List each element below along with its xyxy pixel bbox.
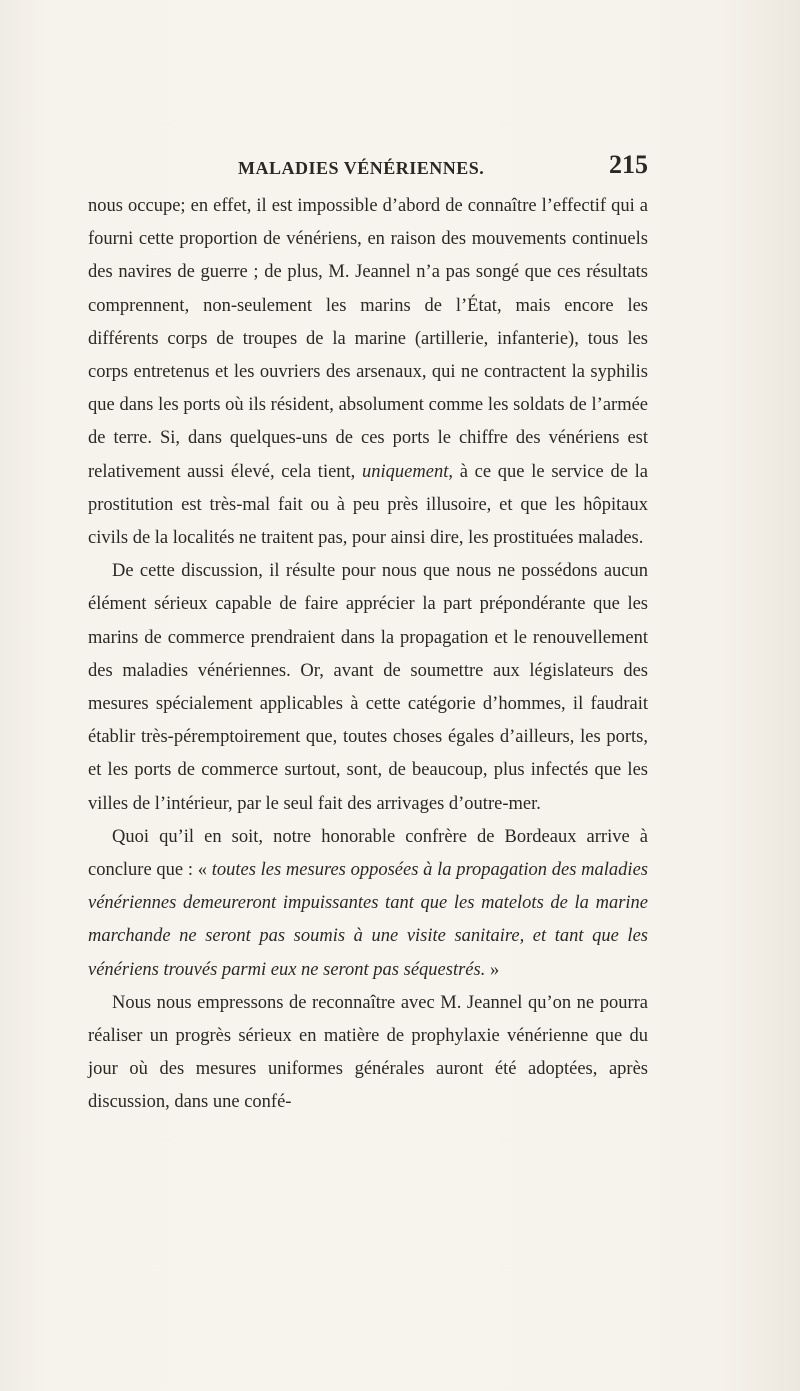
paragraph-1-segment-2: uniquement bbox=[362, 461, 449, 482]
running-title: MALADIES VÉNÉRIENNES. bbox=[238, 158, 485, 178]
paragraph-1 bbox=[88, 190, 648, 555]
paragraph-4 bbox=[88, 987, 648, 1120]
paragraph-1-segment-3: , à ce que le service de la prostitution est très-mal fait ou à peu près illusoire, et que les hôpitaux civils de la localités ne traitent pas, pour ainsi dire, les prostituées malades. bbox=[88, 461, 648, 549]
paragraph-2-segment-1: De cette discussion, il résulte pour nous que nous ne possédons aucun élément sérieux capable de faire apprécier la part prépondérante que les marins de commerce prendraient dans la propagation et le renouvellement des maladies vénériennes. Or, avant de soumettre aux législateurs des mesures spécialement applicables à cette catégorie d’hommes, il faudrait établir très-péremptoirement que, toutes choses égales d’ailleurs, les ports, et les ports de commerce surtout, sont, de beaucoup, plus infectés que les villes de l’intérieur, par le seul fait des arrivages d’outre-mer. bbox=[88, 561, 648, 814]
paragraph-3-segment-3: » bbox=[485, 959, 500, 980]
paragraph-3 bbox=[88, 821, 648, 987]
page-number: 215 bbox=[609, 150, 648, 179]
paragraph-3-segment-2: toutes les mesures opposées à la propagation des maladies vénériennes demeureront impuissantes tant que les matelots de la marine marchande ne seront pas soumis à une visite sanitaire, et tant que les vénériens trouvés parmi eux ne seront pas séquestrés. bbox=[88, 860, 648, 980]
paragraph-1-segment-1: nous occupe; en effet, il est impossible d’abord de connaître l’effectif qui a fourni cette proportion de vénériens, en raison des mouvements continuels des navires de guerre ; de plus, M. Jeannel n’a pas songé que ces résultats comprennent, non-seulement les marins de l’État, mais encore les différents corps de troupes de la marine (artillerie, infanterie), tous les corps entretenus et les ouvriers des arsenaux, qui ne contractent la syphilis que dans les ports où ils résident, absolument comme les soldats de l’armée de terre. Si, dans quelques-uns de ces ports le chiffre des vénériens est relativement aussi élevé, cela tient, bbox=[88, 196, 648, 482]
body-text bbox=[88, 190, 648, 1120]
paragraph-4-segment-1: Nous nous empressons de reconnaître avec M. Jeannel qu’on ne pourra réaliser un progrès sérieux en matière de prophylaxie vénérienne que du jour où des mesures uniformes générales auront été adoptées, après discussion, dans une confé- bbox=[88, 992, 648, 1113]
paragraph-3-segment-1: Quoi qu’il en soit, notre honorable confrère de Bordeaux arrive à conclure que : « bbox=[88, 826, 648, 881]
paragraph-2 bbox=[88, 555, 648, 821]
page-header bbox=[238, 150, 648, 190]
